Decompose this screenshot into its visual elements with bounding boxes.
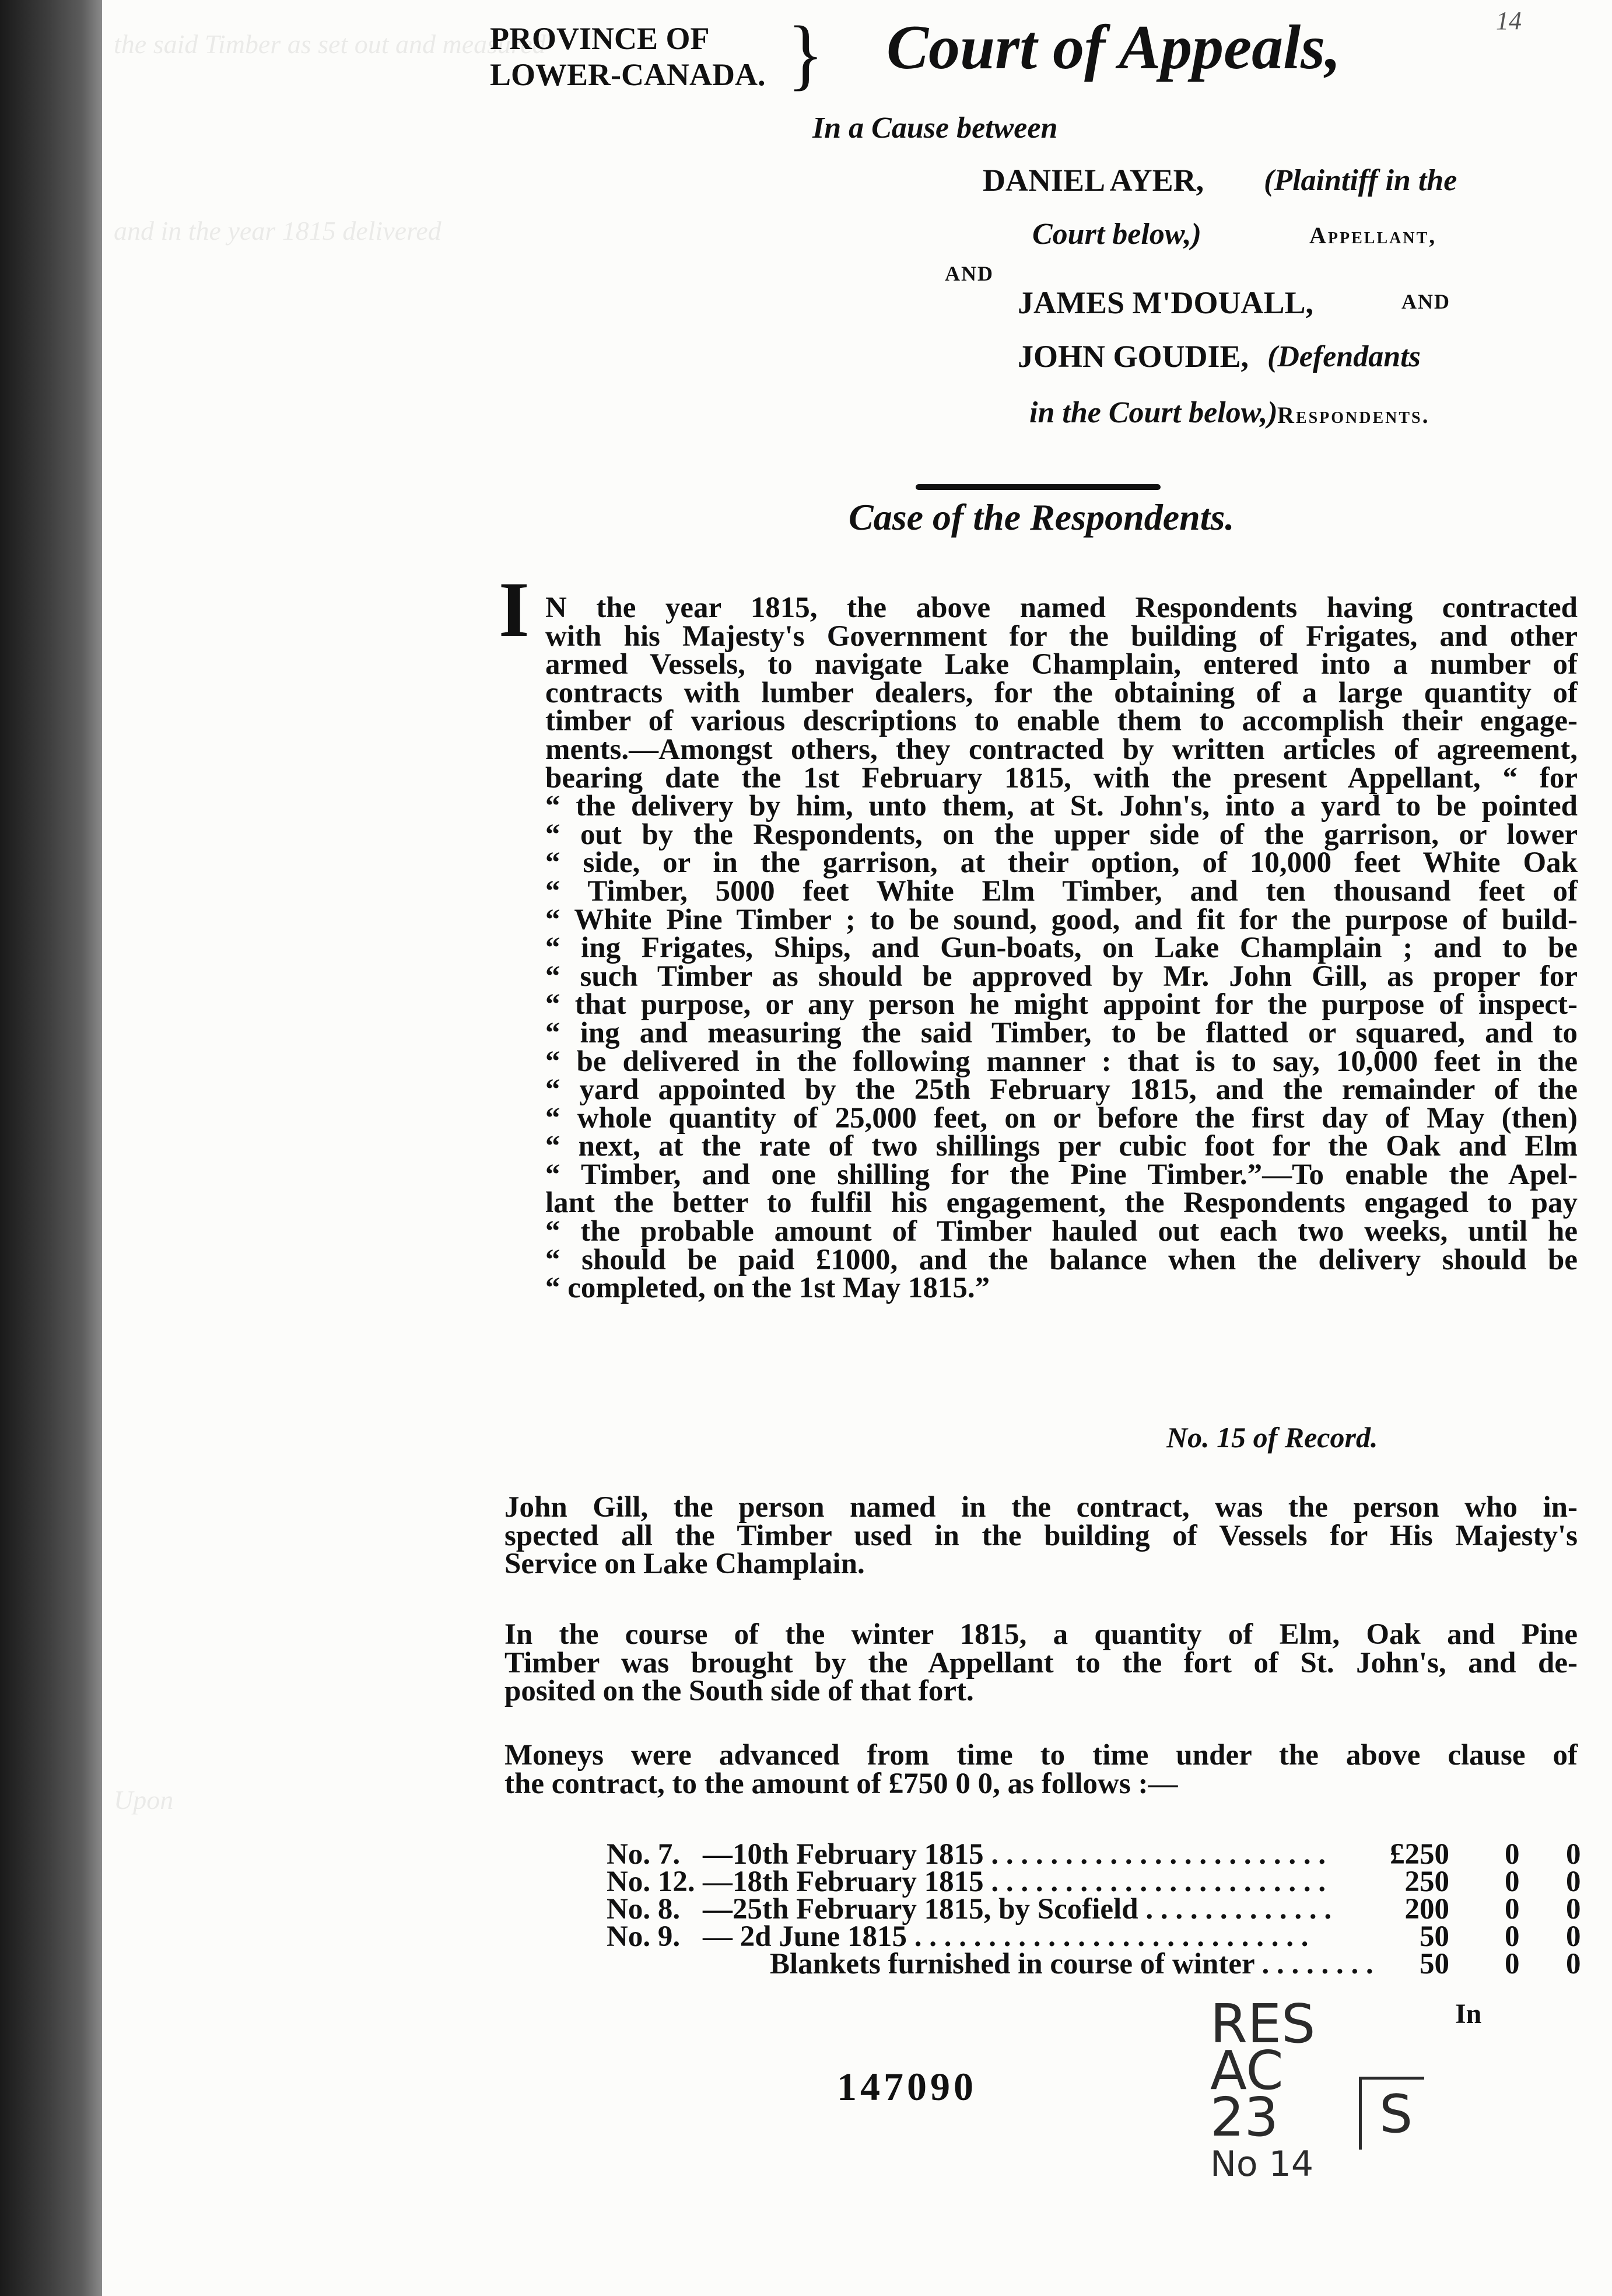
bleed-through-text: the said Timber as set out and measured (114, 29, 546, 59)
text-line: “ ing and measuring the said Timber, to be flatted or squared, and to (545, 1016, 1578, 1049)
ornamental-rule (916, 484, 1161, 490)
text-line: “ side, or in the garrison, at their option, of 10,000 feet White Oak (545, 846, 1578, 880)
text-line: “ should be paid £1000, and the balance when the delivery should be (545, 1243, 1578, 1276)
text-line: In the course of the winter 1815, a quantity of Elm, Oak and Pine (504, 1618, 1578, 1651)
hand-note-line-4: No 14 (1210, 2144, 1314, 2185)
ledger-description: Blankets furnished in course of winter . . . . . . . . (770, 1948, 1373, 1980)
respondent-1-name: JAMES M'DOUALL, (1018, 285, 1314, 320)
ledger-description: — 2d June 1815 . . . . . . . . . . . . . . . . . . . . . . . . . . . (703, 1920, 1309, 1953)
text-line: “ whole quantity of 25,000 feet, on or before the first day of May (then) (545, 1101, 1578, 1135)
ledger-row (607, 1920, 1610, 1953)
ledger-row (607, 1947, 1610, 1980)
advances-ledger (607, 1838, 1610, 1980)
ledger-shillings: 0 (1505, 1920, 1520, 1953)
text-line: “ such Timber as should be approved by Mr. John Gill, as proper for (545, 960, 1578, 993)
ledger-pence: 0 (1566, 1838, 1581, 1871)
text-line: Service on Lake Champlain. (504, 1548, 865, 1581)
ledger-pounds: 250 (1404, 1866, 1449, 1898)
respondent-desc-1: (Defendants (1267, 340, 1421, 373)
handwritten-box-mark: S (1359, 2077, 1424, 2150)
ledger-description: —25th February 1815, by Scofield . . . . . . . . . . . . . (703, 1893, 1332, 1926)
text-line: N the year 1815, the above named Respondents having contracted (545, 592, 1578, 624)
text-line: “ be delivered in the following manner : that is to say, 10,000 feet in the (545, 1045, 1578, 1078)
hand-note-line-2: AC (1210, 2039, 1284, 2102)
ledger-number: No. 9. (607, 1920, 681, 1953)
text-line: spected all the Timber used in the building of Vessels for His Majesty's (504, 1519, 1578, 1552)
catchword: In (1455, 1999, 1482, 2029)
province-heading (490, 20, 766, 93)
ledger-shillings: 0 (1505, 1838, 1520, 1871)
case-title: Case of the Respondents. (849, 496, 1235, 538)
text-line: “ White Pine Timber ; to be sound, good, and fit for the purpose of build- (545, 903, 1578, 936)
ledger-pounds: 200 (1404, 1893, 1449, 1926)
respondent-2-name: JOHN GOUDIE, (1018, 339, 1249, 374)
hand-note-line-1: RES (1210, 1993, 1316, 2055)
paragraph-winter-1815 (504, 1620, 1578, 1706)
ledger-pounds: 50 (1420, 1920, 1449, 1953)
text-line: bearing date the 1st February 1815, with the present Appellant, “ for (545, 761, 1578, 794)
document-page (102, 0, 1612, 2296)
text-line: “ out by the Respondents, on the upper side of the garrison, or lower (545, 818, 1578, 851)
text-line: “ the probable amount of Timber hauled out each two weeks, until he (545, 1215, 1578, 1248)
respondent-role: Respondents. (1277, 402, 1430, 428)
respondent-desc-2: in the Court below,) (1029, 396, 1278, 429)
ledger-shillings: 0 (1505, 1893, 1520, 1926)
bleed-through-text: Upon (114, 1785, 174, 1815)
ledger-pence: 0 (1566, 1893, 1581, 1926)
text-line: Timber was brought by the Appellant to the fort of St. John's, and de- (504, 1646, 1578, 1679)
scan-binding-edge (0, 0, 102, 2296)
paragraph-contract (545, 594, 1578, 1303)
text-line: “ next, at the rate of two shillings per cubic foot for the Oak and Elm (545, 1130, 1578, 1163)
text-line: ments.—Amongst others, they contracted by written articles of agreement, (545, 733, 1578, 766)
ledger-pounds: 50 (1420, 1948, 1449, 1980)
appellant-name: DANIEL AYER, (983, 163, 1204, 198)
ledger-row (607, 1892, 1610, 1926)
appellant-desc-2: Court below,) (1032, 218, 1201, 251)
text-line: “ the delivery by him, unto them, at St. John's, into a yard to be pointed (545, 790, 1578, 823)
appellant-desc-1: (Plaintiff in the (1264, 164, 1457, 197)
ledger-pence: 0 (1566, 1948, 1581, 1980)
province-line-2: LOWER-CANADA. (490, 57, 766, 92)
stamp-number: 147090 (837, 2064, 977, 2109)
text-line: with his Majesty's Government for the building of Frigates, and other (545, 620, 1578, 653)
text-line: contracts with lumber dealers, for the obtaining of a large quantity of (545, 676, 1578, 709)
text-line: lant the better to fulfil his engagement, the Respondents engaged to pay (545, 1186, 1578, 1220)
ledger-description: —18th February 1815 . . . . . . . . . . . . . . . . . . . . . . . (703, 1866, 1326, 1898)
paragraph-john-gill (504, 1491, 1578, 1581)
text-line: Moneys were advanced from time to time under the above clause of (504, 1739, 1578, 1772)
ledger-number: No. 7. (607, 1838, 681, 1871)
text-line: John Gill, the person named in the contract, was the person who in- (504, 1491, 1578, 1524)
ledger-pence: 0 (1566, 1920, 1581, 1953)
text-line: “ yard appointed by the 25th February 1815, and the remainder of the (545, 1073, 1578, 1107)
hand-note-line-3: 23 (1210, 2086, 1279, 2148)
paragraph-moneys (504, 1741, 1578, 1798)
ledger-pounds: £250 (1390, 1838, 1449, 1871)
drop-cap: I (499, 566, 530, 653)
ledger-pence: 0 (1566, 1866, 1581, 1898)
ledger-number: No. 12. (607, 1866, 695, 1898)
respondent-1-and: AND (1401, 290, 1450, 313)
ledger-shillings: 0 (1505, 1866, 1520, 1898)
ledger-row (607, 1865, 1610, 1898)
text-line: “ Timber, and one shilling for the Pine Timber.”—To enable the Apel- (545, 1158, 1578, 1191)
province-line-1: PROVINCE OF (490, 21, 710, 56)
text-line: “ Timber, 5000 feet White Elm Timber, and ten thousand feet of (545, 874, 1578, 908)
text-line: “ ing Frigates, Ships, and Gun-boats, on Lake Champlain ; and to be (545, 932, 1578, 965)
text-line: posited on the South side of that fort. (504, 1675, 974, 1708)
court-title: Court of Appeals, (886, 13, 1341, 82)
bleed-through-text: and in the year 1815 delivered (114, 216, 441, 246)
page-number: 14 (1496, 6, 1522, 35)
ledger-number: No. 8. (607, 1893, 681, 1926)
text-line: armed Vessels, to navigate Lake Champlain, entered into a number of (545, 648, 1578, 681)
record-reference: No. 15 of Record. (1166, 1421, 1378, 1454)
text-line: the contract, to the amount of £750 0 0, as follows :— (504, 1767, 1178, 1800)
ledger-row (607, 1838, 1610, 1871)
ledger-shillings: 0 (1505, 1948, 1520, 1980)
handwritten-shelfmark (1210, 1993, 1316, 2188)
ledger-description: —10th February 1815 . . . . . . . . . . . . . . . . . . . . . . . (703, 1838, 1326, 1871)
brace-glyph: } (787, 10, 824, 99)
and-label: AND (945, 262, 994, 285)
text-line: “ that purpose, or any person he might appoint for the purpose of inspect- (545, 988, 1578, 1021)
text-line: “ completed, on the 1st May 1815.” (545, 1272, 990, 1305)
cause-intro: In a Cause between (812, 111, 1058, 145)
appellant-role: Appellant, (1309, 222, 1437, 249)
text-line: timber of various descriptions to enable them to accomplish their engage- (545, 705, 1578, 738)
